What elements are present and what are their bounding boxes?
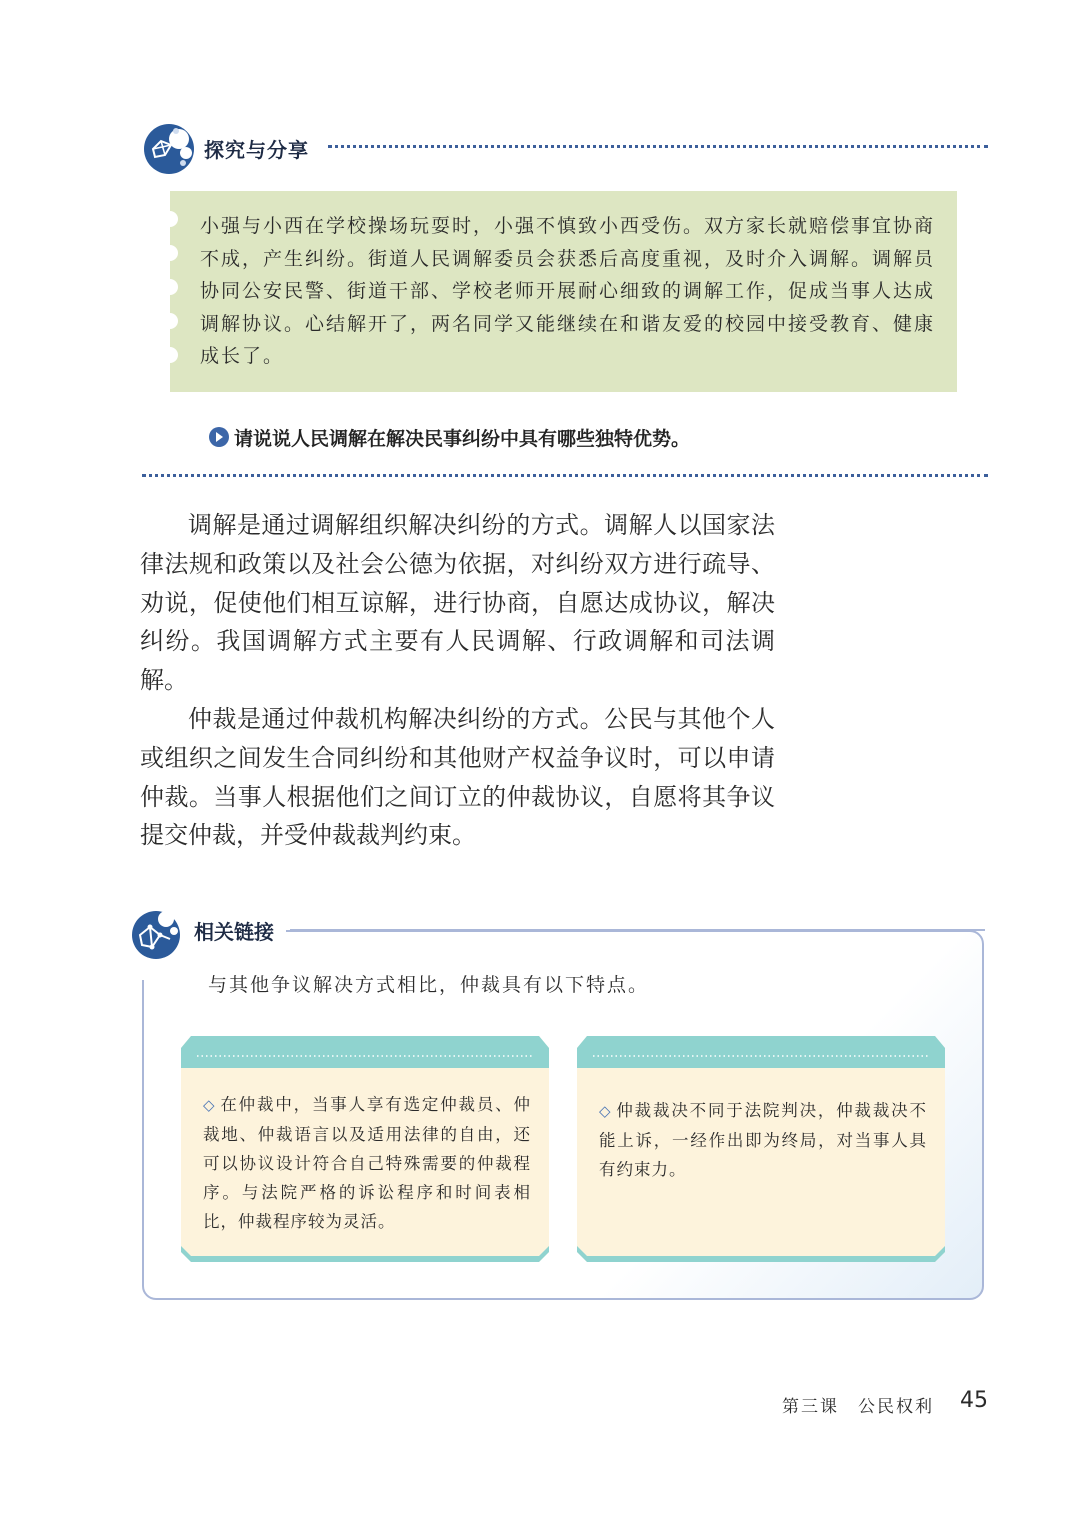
page-number: 45 [960, 1388, 988, 1413]
network-globe-icon [128, 905, 184, 961]
arbitration-feature-card [577, 1034, 945, 1264]
card-text [203, 1090, 531, 1236]
diamond-bullet-icon: ◇ [599, 1102, 613, 1120]
footer-chapter-title: 第三课 公民权利 [782, 1397, 934, 1417]
card-text [599, 1096, 927, 1184]
explore-share-icon [143, 123, 195, 175]
related-links-top-rule [290, 929, 985, 931]
card-body: 仲裁裁决不同于法院判决，仲裁裁决不能上诉，一经作出即为终局，对当事人具有约束力。 [599, 1101, 927, 1179]
diamond-bullet-icon: ◇ [203, 1096, 217, 1114]
story-text: 小强与小西在学校操场玩耍时，小强不慎致小西受伤。双方家长就赔偿事宜协商不成，产生纠纷。街道人民调解委员会获悉后高度重视，及时介入调解。调解员协同公安民警、街道干部、学校老师开展耐心细致的调解工作，促成当事人达成调解协议。心结解开了，两名同学又能继续在和谐友爱的校园中接受教育、健康成长了。 [200, 215, 936, 367]
body-paragraph-arbitration: 仲裁是通过仲裁机构解决纠纷的方式。公民与其他个人或组织之间发生合同纠纷和其他财产权益争议时，可以申请仲裁。当事人根据他们之间订立的仲裁协议，自愿将其争议提交仲裁，并受仲裁裁判约束。 [140, 704, 775, 850]
body-paragraph-mediation: 调解是通过调解组织解决纠纷的方式。调解人以国家法律法规和政策以及社会公德为依据，对纠纷双方进行疏导、劝说，促使他们相互谅解，进行协商，自愿达成协议，解决纠纷。我国调解方式主要有人民调解、行政调解和司法调解。 [140, 511, 775, 695]
body-text [140, 506, 775, 855]
discussion-question: 请说说人民调解在解决民事纠纷中具有哪些独特优势。 [234, 428, 691, 450]
card-body: 在仲裁中，当事人享有选定仲裁员、仲裁地、仲裁语言以及适用法律的自由，还可以协议设计符合自己特殊需要的仲裁程序。与法院严格的诉讼程序和时间表相比，仲裁程序较为灵活。 [203, 1095, 531, 1231]
explore-section-title: 探究与分享 [204, 138, 309, 162]
arbitration-feature-card [181, 1034, 549, 1264]
section-dotted-separator [142, 474, 988, 477]
related-links-intro: 与其他争议解决方式相比，仲裁具有以下特点。 [208, 974, 650, 996]
arrow-circle-icon [208, 426, 230, 448]
story-box-scallop-edge [170, 191, 184, 392]
related-links-title: 相关链接 [194, 920, 274, 944]
explore-dotted-rule [328, 145, 988, 148]
